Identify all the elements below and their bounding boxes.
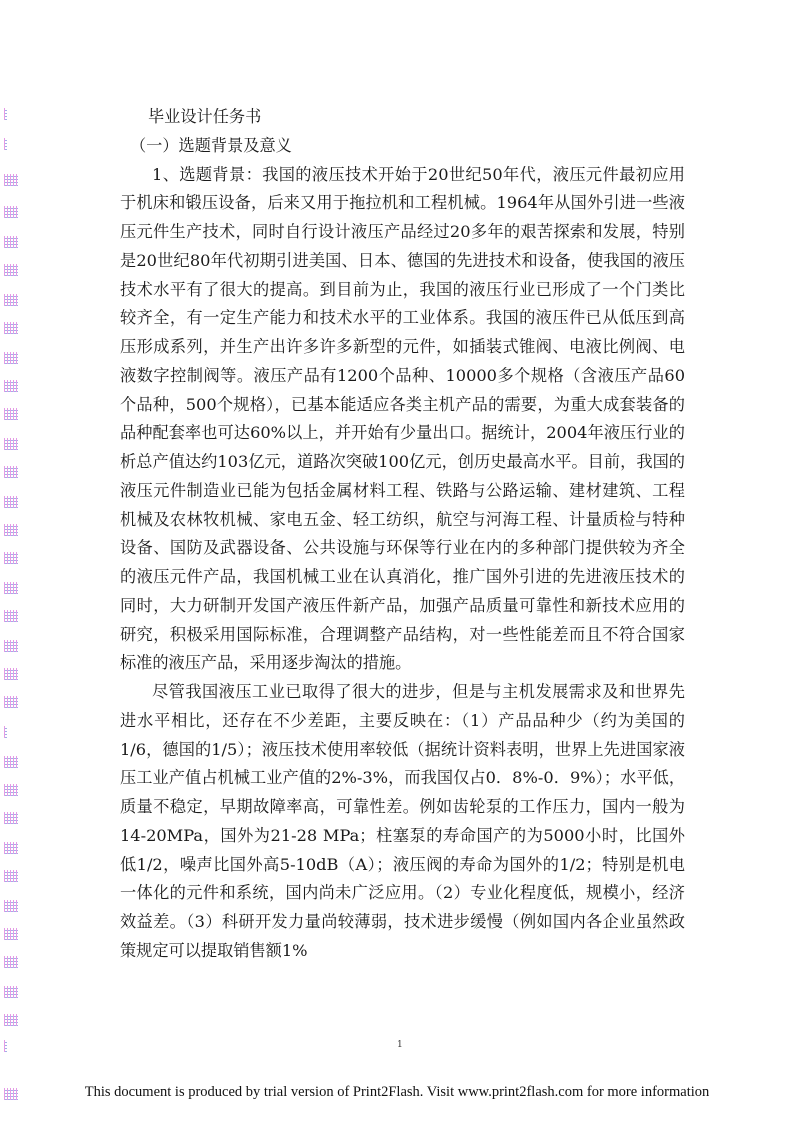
margin-mark [4, 496, 18, 508]
trial-version-notice: This document is produced by trial version of Print2Flash. Visit www.print2flash.com for more information [84, 1084, 710, 1100]
margin-mark [4, 756, 18, 768]
margin-mark [4, 236, 18, 248]
margin-mark [4, 928, 18, 940]
paragraph-gaps: 尽管我国液压工业已取得了很大的进步，但是与主机发展需求及和世界先进水平相比，还存在不少差距，主要反映在：（1）产品品种少（约为美国的1/6，德国的1/5）；液压技术使用率较低（据统计资料表明，世界上先进国家液压工业产值占机械工业产值的2%-3%，而我国仅占0．8%-0．9%）；水平低，质量不稳定，早期故障率高，可靠性差。例如齿轮泵的工作压力，国内一般为14-20MPa，国外为21-28 MPa；柱塞泵的寿命国产的为5000小时，比国外低1/2，噪声比国外高5-10dB（A）；液压阀的寿命为国外的1/2；特别是机电一体化的元件和系统，国内尚未广泛应用。（2）专业化程度低，规模小，经济效益差。（3）科研开发力量尚较薄弱，技术进步缓慢（例如国内各企业虽然政策规定可以提取销售额1% [120, 682, 685, 960]
section-heading: （一）选题背景及意义 [130, 135, 292, 155]
margin-mark [4, 264, 18, 276]
margin-mark [4, 726, 7, 738]
margin-mark [4, 784, 18, 796]
margin-mark [4, 870, 18, 882]
margin-mark [4, 352, 18, 364]
page-number: 1 [397, 1040, 403, 1050]
margin-mark [4, 986, 18, 998]
margin-mark [4, 138, 7, 150]
margin-mark [4, 668, 18, 680]
margin-mark [4, 408, 18, 420]
document-title: 毕业设计任务书 [148, 107, 262, 126]
margin-mark [4, 1014, 18, 1026]
margin-mark [4, 322, 18, 334]
margin-mark [4, 552, 18, 564]
margin-mark [4, 466, 18, 478]
margin-mark [4, 640, 18, 652]
paragraph-background: 1、选题背景：我国的液压技术开始于20世纪50年代，液压元件最初应用于机床和锻压设备，后来又用于拖拉机和工程机械。1964年从国外引进一些液压元件生产技术，同时自行设计液压产品经过20多年的艰苦探索和发展，特别是20世纪80年代初期引进美国、日本、德国的先进技术和设备，使我国的液压技术水平有了很大的提高。到目前为止，我国的液压行业已形成了一个门类比较齐全，有一定生产能力和技术水平的工业体系。我国的液压件已从低压到高压形成系列，并生产出许多许多新型的元件，如插装式锥阀、电液比例阀、电液数字控制阀等。液压产品有1200个品种、10000多个规格（含液压产品60个品种，500个规格），已基本能适应各类主机产品的需要，为重大成套装备的品种配套率也可达60%以上，并开始有少量出口。据统计，2004年液压行业的析总产值达约103亿元，道路次突破100亿元，创历史最高水平。目前，我国的液压元件制造业已能为包括金属材料工程、铁路与公路运输、建材建筑、工程机械及农林牧机械、家电五金、轻工纺织，航空与河海工程、计量质检与特种设备、国防及武器设备、公共设施与环保等行业在内的多种部门提供较为齐全的液压元件产品，我国机械工业在认真消化，推广国外引进的先进液压技术的同时，大力研制开发国产液压件新产品，加强产品质量可靠性和新技术应用的研究，积极采用国际标准，合理调整产品结构，对一些性能差而且不符合国家标准的液压产品，采用逐步淘汰的措施。 [120, 164, 685, 673]
margin-mark [4, 696, 18, 708]
document-body [120, 103, 685, 966]
margin-mark [4, 956, 18, 968]
margin-mark [4, 1040, 7, 1052]
margin-mark [4, 812, 18, 824]
margin-mark [4, 524, 18, 536]
margin-mark [4, 582, 18, 594]
margin-mark [4, 900, 18, 912]
margin-mark [4, 294, 18, 306]
margin-mark [4, 174, 18, 186]
margin-mark [4, 206, 18, 218]
margin-mark [4, 438, 18, 450]
margin-mark [4, 610, 18, 622]
margin-mark [4, 108, 7, 120]
margin-mark [4, 842, 18, 854]
margin-mark [4, 380, 18, 392]
